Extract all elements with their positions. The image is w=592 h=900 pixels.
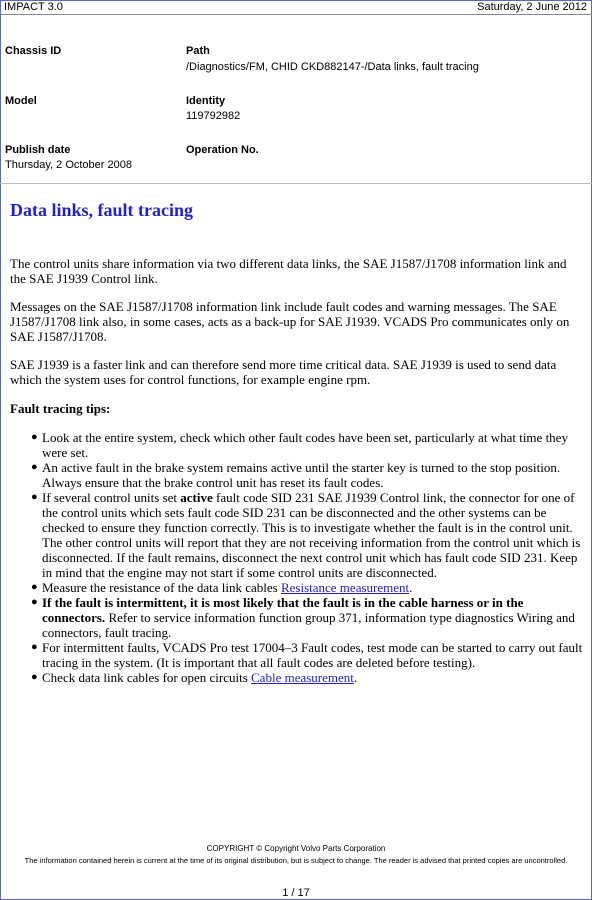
tips-heading: Fault tracing tips:	[10, 401, 111, 416]
list-item	[0, 460, 584, 490]
intro-paragraph-2	[10, 299, 580, 344]
path-value: /Diagnostics/FM, CHID CKD882147-/Data links, fault tracing	[186, 61, 479, 73]
header-divider	[0, 183, 592, 184]
tip-text: An active fault in the brake system remains active until the starter key is turned to the stop position. Always ensure that the brake control unit has reset its fault codes.	[42, 460, 561, 490]
paragraph-text: Messages on the SAE J1587/J1708 information link include fault codes and warning messages. The SAE J1587/J1708 link also, in some cases, acts as a back-up for SAE J1939. VCADS Pro communicates only on SAE J1587/J1708.	[10, 299, 570, 344]
tip-emphasis: If the fault is intermittent, it is most likely that the fault is in the cable harness or in the connectors.	[42, 595, 524, 625]
print-date: Saturday, 2 June 2012	[477, 1, 587, 13]
tip-text: Look at the entire system, check which other fault codes have been set, particularly at what time they were set.	[42, 430, 568, 460]
bullet-icon: ●	[31, 461, 38, 473]
bullet-icon: ●	[31, 596, 38, 608]
tips-list	[0, 430, 584, 685]
tip-text: .	[409, 580, 413, 595]
top-bar	[0, 0, 592, 14]
list-item	[0, 490, 584, 580]
path-label: Path	[186, 45, 210, 57]
cable-measurement-link[interactable]: Cable measurement	[251, 670, 354, 685]
intro-paragraph-3	[10, 357, 580, 387]
tip-text: Refer to service information function group 371, information type diagnostics Wiring and connectors, fault tracing.	[42, 610, 575, 640]
tip-text: .	[353, 670, 358, 685]
intro-paragraph-1	[10, 256, 580, 286]
bullet-icon: ●	[31, 431, 38, 443]
list-item	[0, 640, 584, 670]
bullet-icon: ●	[31, 491, 38, 503]
publish-date-label: Publish date	[5, 144, 71, 156]
page-number: 1 / 17	[282, 887, 310, 899]
list-item	[0, 580, 584, 595]
bullet-icon: ●	[31, 581, 38, 593]
chassis-id-label: Chassis ID	[5, 45, 62, 57]
identity-label: Identity	[186, 95, 226, 107]
list-item	[0, 670, 584, 685]
list-item	[0, 595, 584, 640]
list-item	[0, 430, 584, 460]
tip-emphasis: active	[180, 490, 213, 505]
tip-text: If several control units set	[42, 490, 181, 505]
operation-no-label: Operation No.	[186, 144, 259, 156]
model-label: Model	[5, 95, 37, 107]
tip-text: Measure the resistance of the data link cables	[42, 580, 281, 595]
resistance-measurement-link[interactable]: Resistance measurement	[280, 580, 410, 595]
tip-text: fault code SID 231 SAE J1939 Control link, the connector for one of the control units which sets fault code SID 231 can be disconnected and the other systems can be checked to ensure they function correctly. This is to investigate whether the fault is in the control unit. The other control units will report that they are not receiving information from the control unit which is disconnected. If the fault remains, disconnect the next control unit which has fault code SID 231. Keep in mind that the engine may not start if some control units are disconnected.	[42, 490, 581, 580]
document-title: Data links, fault tracing	[10, 200, 194, 220]
app-name: IMPACT 3.0	[4, 1, 63, 13]
paragraph-text: SAE J1939 is a faster link and can therefore send more time critical data. SAE J1939 is used to send data which the system uses for control functions, for example engine rpm.	[10, 357, 557, 387]
tip-text: For intermittent faults, VCADS Pro test 17004–3 Fault codes, test mode can be started to carry out fault tracing in the system. (It is important that all fault codes are deleted before testing).	[42, 640, 583, 670]
bullet-icon: ●	[31, 671, 38, 683]
disclaimer-notice: The information contained herein is current at the time of its original distribution, but is subject to change. The reader is advised that printed copies are uncontrolled.	[24, 856, 568, 865]
paragraph-text: The control units share information via two different data links, the SAE J1587/J1708 information link and the SAE J1939 Control link.	[10, 256, 567, 286]
publish-date-value: Thursday, 2 October 2008	[5, 159, 132, 171]
identity-value: 119792982	[186, 110, 241, 122]
copyright-notice: COPYRIGHT © Copyright Volvo Parts Corporation	[206, 844, 386, 853]
tip-text: Check data link cables for open circuits	[42, 670, 252, 685]
bullet-icon: ●	[31, 641, 38, 653]
top-divider	[0, 14, 592, 15]
